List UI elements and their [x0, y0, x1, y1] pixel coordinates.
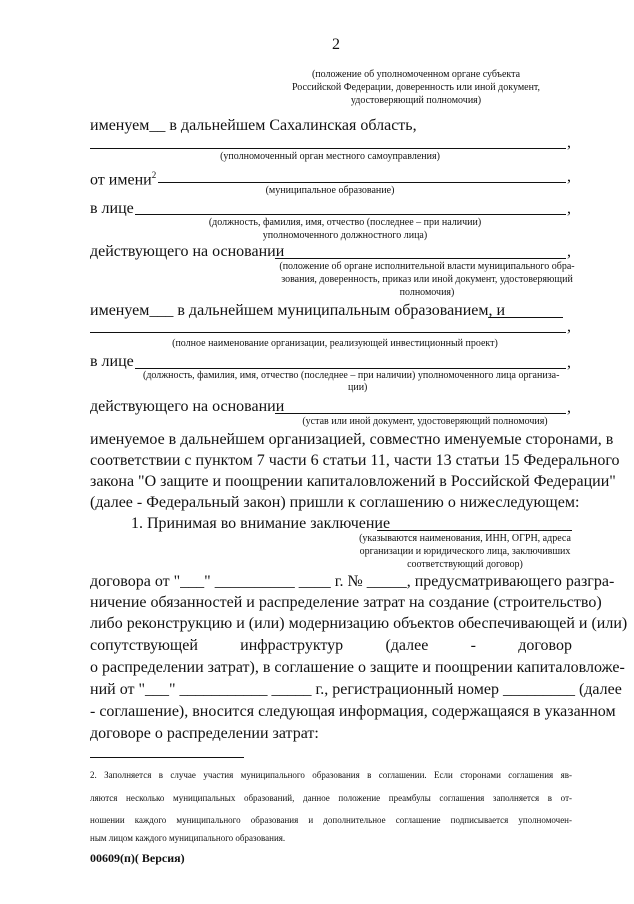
footnote-2: ляются несколько муниципальных образований, данное положение преамбулы соглашения заполняется в от- — [90, 793, 572, 803]
field-after-muni[interactable] — [488, 317, 563, 318]
comma: , — [567, 168, 571, 185]
label-on-behalf: от имени$^2$ — [90, 170, 157, 189]
comma: , — [567, 134, 571, 151]
para-main-1: именуемое в дальнейшем организацией, совместно именуемые сторонами, в — [90, 431, 614, 448]
footnote-separator — [90, 757, 244, 758]
footnote-4: ным лицом каждого муниципального образования. — [90, 833, 286, 843]
word: (далее — [385, 637, 429, 654]
hint-official-2: уполномоченного должностного лица) — [262, 230, 428, 241]
para-contract-6: ний от "___" ___________ _____ г., регистрационный номер _________ (далее — [90, 681, 622, 698]
item-1: 1. Принимая во внимание заключение — [131, 515, 391, 532]
hint-charter: (устав или иной документ, удостоверяющий полномочия) — [302, 416, 548, 427]
field-org-person[interactable] — [135, 368, 566, 369]
comma: , — [567, 399, 571, 416]
comma: , — [567, 318, 571, 335]
hint-local-body: (уполномоченный орган местного самоуправления) — [220, 151, 440, 162]
hint-exec-power-2: зования, доверенность, приказ или иной документ, удостоверяющий — [281, 274, 573, 285]
line-named-muni: именуем___ в дальнейшем муниципальным образованием, и — [90, 302, 506, 319]
para-contract-5: о распределении затрат), в соглашение о защите и поощрении капиталовложе- — [90, 659, 625, 676]
hint-conclusion-3: соответствующий договор) — [407, 559, 523, 570]
field-charter[interactable] — [275, 413, 566, 414]
hint-municipality: (муниципальное образование) — [265, 185, 395, 196]
hint-org-person-1: (должность, фамилия, имя, отчество (последнее – при наличии) уполномоченного лица организа- — [143, 370, 560, 381]
hint-org-person-2: ции) — [348, 382, 368, 393]
word: договор — [518, 637, 572, 654]
para-contract-2: ничение обязанностей и распределение затрат на создание (строительство) — [90, 594, 602, 611]
hint-org: (полное наименование организации, реализующей инвестиционный проект) — [172, 338, 498, 349]
comma: , — [567, 243, 571, 260]
field-org[interactable] — [90, 332, 566, 333]
para-contract-3: либо реконструкцию и (или) модернизацию объектов обеспечивающей и (или) — [90, 615, 628, 632]
label-acting-basis-2: действующего на основании — [90, 398, 285, 415]
hint-conclusion-1: (указываются наименования, ИНН, ОГРН, адреса — [359, 533, 571, 544]
field-official[interactable] — [135, 214, 566, 215]
field-conclusion[interactable] — [377, 530, 572, 531]
comma: , — [567, 354, 571, 371]
word: сопутствующей — [90, 637, 198, 654]
hint-official-1: (должность, фамилия, имя, отчество (последнее – при наличии) — [208, 217, 482, 228]
field-local-body[interactable] — [90, 148, 566, 149]
hint-authority-2: Российской Федерации, доверенность или иной документ, — [291, 82, 541, 93]
footnote-3: ношении каждого муниципального образования и дополнительное соглашение подписывается уполномочен- — [90, 815, 572, 825]
label-in-person-2: в лице — [90, 353, 134, 370]
para-contract-4 — [90, 637, 572, 655]
word: инфраструктур — [240, 637, 344, 654]
para-contract-8: договоре о распределении затрат: — [90, 725, 319, 742]
line-named-region: именуем__ в дальнейшем Сахалинская область, — [90, 117, 417, 134]
hint-authority-1: (положение об уполномоченном органе субъекта — [311, 69, 521, 80]
hint-exec-power-1: (положение об органе исполнительной власти муниципального обра- — [279, 261, 575, 272]
label-acting-basis: действующего на основании — [90, 243, 285, 260]
footnote-1: 2. Заполняется в случае участия муниципального образования в соглашении. Если сторонами соглашения яв- — [90, 770, 572, 780]
doc-code: 00609(п)( Версия) — [90, 851, 185, 865]
para-contract-7: - соглашение), вносится следующая информация, содержащаяся в указанном — [90, 703, 616, 720]
page-number: 2 — [332, 36, 340, 53]
para-main-4: (далее - Федеральный закон) пришли к соглашению о нижеследующем: — [90, 494, 580, 511]
label-in-person: в лице — [90, 200, 134, 217]
para-contract-1: договора от "___" __________ ____ г. № _____, предусматривающего разгра- — [90, 573, 615, 590]
hint-authority-3: удостоверяющий полномочия) — [350, 95, 482, 106]
para-main-2: соответствии с пунктом 7 части 6 статьи 11, части 13 статьи 15 Федерального — [90, 452, 620, 469]
field-basis[interactable] — [275, 258, 566, 259]
hint-exec-power-3: полномочия) — [399, 287, 455, 298]
hint-conclusion-2: организации и юридического лица, заключивших — [359, 546, 571, 557]
para-main-3: закона "О защите и поощрении капиталовложений в Российской Федерации" — [90, 473, 616, 490]
comma: , — [567, 200, 571, 217]
word: - — [470, 637, 476, 654]
field-municipality[interactable] — [158, 182, 566, 183]
